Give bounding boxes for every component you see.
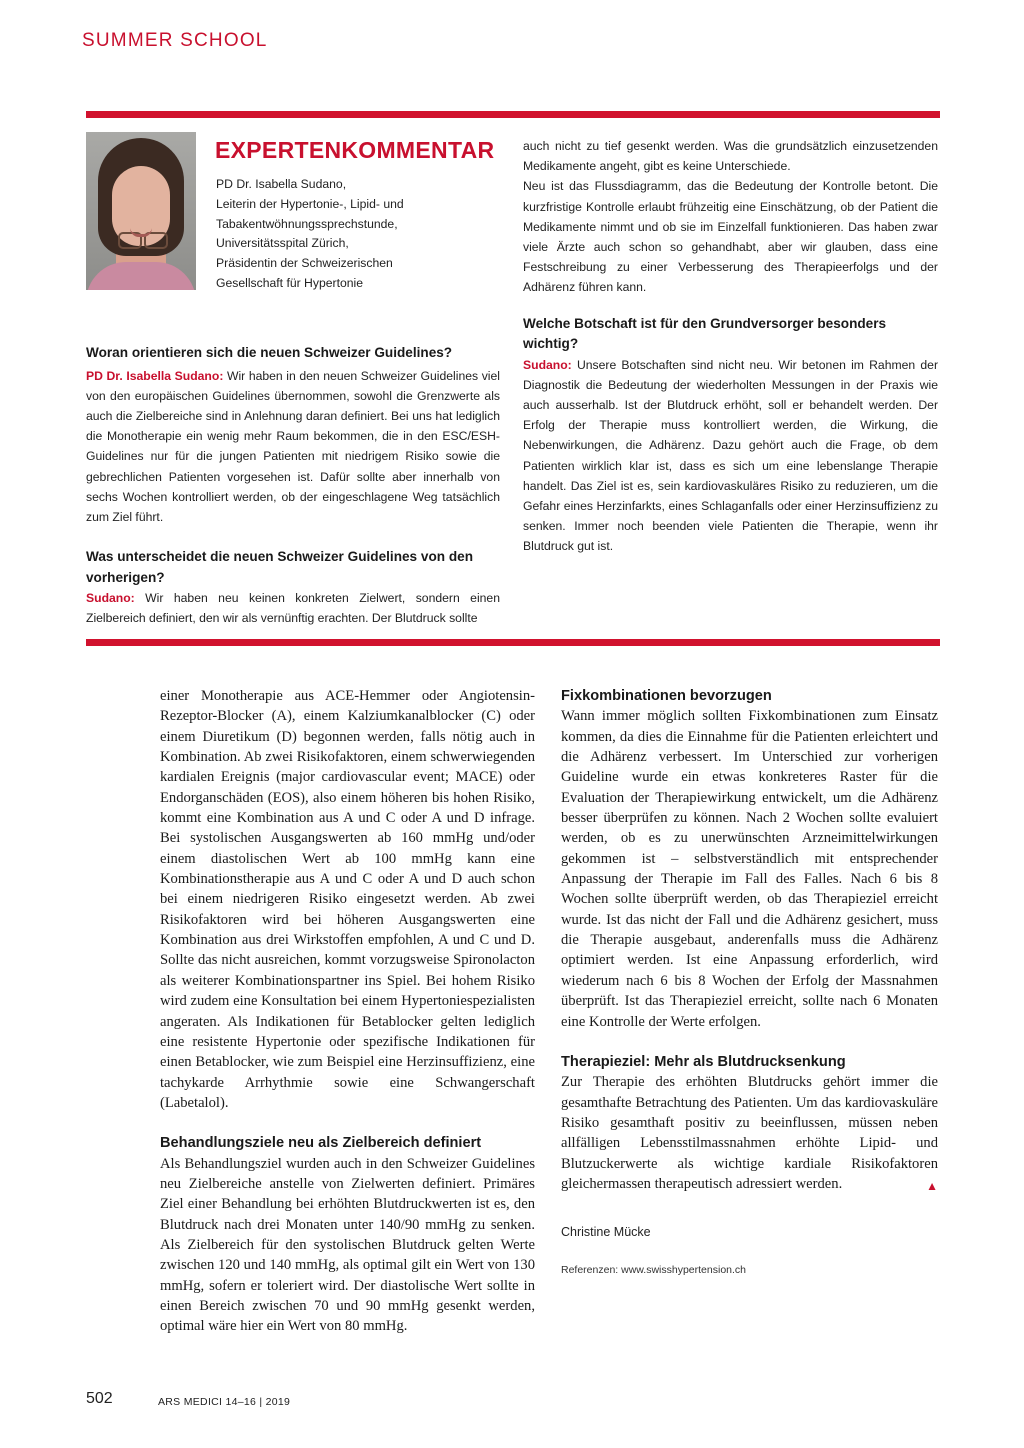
bio-line: Universitätsspital Zürich,: [216, 236, 349, 251]
speaker-label: Sudano:: [523, 357, 572, 372]
speaker-label: Sudano:: [86, 591, 135, 606]
answer-3: Sudano: Unsere Botschaften sind nicht neu. Wir betonen im Rahmen der Diagnostik die Bedeutung der wiederholten Messungen in der Praxis wie auch ausserhalb. Ist der Blutdruck erhöht, soll er behandelt werden. Der Erfolg der Therapie muss kontrolliert werden, die Wirkung, die Nebenwirkungen, die Adhärenz. Dazu gehört auch die Frage, ob dem Patienten wirklich klar ist, dass es sich um eine lebenslange Therapie handelt. Das Ziel ist es, sein kardiovaskuläres Risiko zu reduzieren, um die Gefahr eines Herzinfarkts, eines Schlaganfalls oder einer Herzinsuffizienz zu senken. Immer noch beenden viele Patienten die Therapie, wenn ihr Blutdruck gut ist.: [523, 357, 938, 554]
article-column-right: [561, 686, 938, 1196]
question-1: Woran orientieren sich die neuen Schweizer Guidelines?: [86, 345, 453, 360]
paragraph: einer Monotherapie aus ACE-Hemmer oder Angiotensin-Rezeptor-Blocker (A), einem Kalziumkanalblocker (C) oder einem Diuretikum (D) begonnen werden, falls nötig auch in Kombination. Ab zwei Risikofaktoren, einem schwerwiegenden kardialen Ereignis (major cardiovascular event; MACE) oder Endorganschäden (EOS), also einem höheren bis hohen Risiko, kommt eine Kombination aus A und C oder A und D infrage. Bei systolischen Ausgangswerten ab 160 mmHg und/oder einem diastolischen Wert ab 100 mmHg kann eine Kombinationstherapie aus A und C oder A und D auch schon bei einem niedrigeren Risiko eingesetzt werden. Ab zwei Risikofaktoren wird bei höheren Ausgangswerten eine Kombination aus drei Wirkstoffen empfohlen, A und C und D. Sollte das nicht ausreichen, kommt vorzugsweise Spironolacton als weiterer Kombinationspartner ins Spiel. Bei hohem Risiko wird zudem eine Konsultation bei einem Hypertoniespezialisten angeraten. Als Indikationen für Betablocker gelten lediglich eine resistente Hypertonie oder spezifische Indikationen für einen Betablocker, wie zum Beispiel eine Herzinsuffizienz, eine tachykarde Arrhythmie sowie eine Schwangerschaft (Labetalol).: [160, 688, 535, 1111]
bio-line: Gesellschaft für Hypertonie: [216, 275, 363, 290]
subheading: Behandlungsziele neu als Zielbereich definiert: [160, 1135, 482, 1152]
paragraph: Als Behandlungsziel wurden auch in den Schweizer Guidelines neu Zielbereiche anstelle von Zielwerten definiert. Primäres Ziel einer Behandlung bei erhöhten Blutdruckwerten ist es, den Blutdruck nach drei Monaten unter 140/90 mmHg zu senken. Als Zielbereich für den systolischen Blutdruck gelten Werte zwischen 120 und 140 mmHg, als optimal gilt ein Wert von 130 mmHg, sofern er toleriert wird. Der diastolische Wert sollte in einen Bereich zwischen 70 und 90 mmHg gesenkt werden, optimal wäre hier ein Wert von 80 mmHg.: [160, 1155, 535, 1335]
section-label: SUMMER SCHOOL: [82, 30, 268, 51]
interview-column-1: [86, 343, 500, 629]
bio-line: Tabakentwöhnungssprechstunde,: [216, 216, 398, 231]
end-mark-icon: ▲: [926, 1178, 938, 1193]
subheading: Fixkombinationen bevorzugen: [561, 688, 772, 704]
expert-bio: [216, 175, 486, 294]
page-number: 502: [86, 1390, 113, 1407]
interview-column-2: [523, 136, 938, 557]
bio-line: Leiterin der Hypertonie-, Lipid- und: [216, 196, 404, 211]
references: Referenzen: www.swisshypertension.ch: [561, 1264, 747, 1276]
answer-1: PD Dr. Isabella Sudano: Wir haben in den neuen Schweizer Guidelines viel von den europäischen Guidelines übernommen, sowohl die Grenzwerte als auch die Zielbereiche sind in Anlehnung daran definiert. Bei uns hat lediglich die Monotherapie ein wenig mehr Raum bekommen, die in den ESC/ESH-Guidelines nur für die jungen Patienten mit niedrigem Risiko sowie die gebrechlichen Patienten vorgesehen ist. Dafür sollte aber innerhalb von sechs Wochen kontrolliert werden, ob der eingeschlagene Weg tatsächlich zum Ziel führt.: [86, 368, 500, 524]
question-3: Welche Botschaft ist für den Grundversorger besonders wichtig?: [523, 315, 887, 352]
subheading: Therapieziel: Mehr als Blutdrucksenkung: [561, 1053, 846, 1070]
expert-portrait: [86, 132, 196, 290]
paragraph: Wann immer möglich sollten Fixkombinationen zum Einsatz kommen, da dies die Einnahme für die Patienten erleichtert und die Adhärenz verbessert. Im Unterschied zur vorherigen Guideline wurde ein etwas konkreteres Raster für die Evaluation der Therapiewirkung entwickelt, um die Adhärenz besser überprüfen zu können. Nach 2 Wochen sollte evaluiert werden, ob es zu unerwünschten Arzneimittelwirkungen gekommen ist – selbstverständlich mit entsprechender Anpassung der Therapie im Fall des Falles. Nach 6 bis 8 Wochen sollte überprüft werden, ob das Therapieziel erreicht wurde. Ist das nicht der Fall und die Adhärenz gesichert, muss die Therapie ausgebaut, anderenfalls muss die Adhärenz optimiert werden. Ist eine Anpassung erforderlich, wird wiederum nach 6 bis 8 Wochen der Erfolg der Massnahmen überprüft. Ist das Therapieziel erreicht, sollte nach 6 Monaten eine Kontrolle der Werte erfolgen.: [561, 708, 938, 1030]
expert-title: EXPERTENKOMMENTAR: [215, 137, 495, 163]
article-column-left: [160, 686, 535, 1337]
bio-line: PD Dr. Isabella Sudano,: [216, 177, 347, 191]
author: Christine Mücke: [561, 1225, 651, 1239]
answer-2: Sudano: Wir haben neu keinen konkreten Zielwert, sondern einen Zielbereich definiert, den wir als vernünftig erachten. Der Blutdruck sollte: [86, 591, 500, 626]
answer-2-continued: Neu ist das Flussdiagramm, das die Bedeutung der Kontrolle betont. Die kurzfristige Kontrolle erlaubt frühzeitig eine Einschätzung, ob der Patient die Medikamente nimmt und ob sie im Einzelfall funktionieren. Das haben zwar viele Ärzte auch schon so gehandhabt, aber wir glauben, dass eine Festschreibung zu einer Verbesserung des Therapieerfolgs und der Adhärenz führen kann.: [523, 179, 938, 295]
journal-info: ARS MEDICI 14–16 | 2019: [158, 1396, 291, 1408]
bottom-rule: [86, 639, 940, 646]
top-rule: [86, 111, 940, 118]
answer-2-continued: auch nicht zu tief gesenkt werden. Was die grundsätzlich einzusetzenden Medikamente angeht, gibt es keine Unterschiede.: [523, 139, 938, 174]
bio-line: Präsidentin der Schweizerischen: [216, 256, 393, 271]
question-2: Was unterscheidet die neuen Schweizer Guidelines von den vorherigen?: [86, 549, 474, 585]
paragraph: Zur Therapie des erhöhten Blutdrucks gehört immer die gesamthafte Betrachtung des Patienten. Um das kardiovaskuläre Risiko gesamthaft positiv zu beeinflussen, müssen neben allfälligen Lebensstilmassnahmen erhöhte Lipid- und Blutzuckerwerte als wichtige kardiale Risikofaktoren gleichermassen therapeutisch adressiert werden. ▲: [561, 1072, 938, 1194]
speaker-label: PD Dr. Isabella Sudano:: [86, 368, 224, 383]
